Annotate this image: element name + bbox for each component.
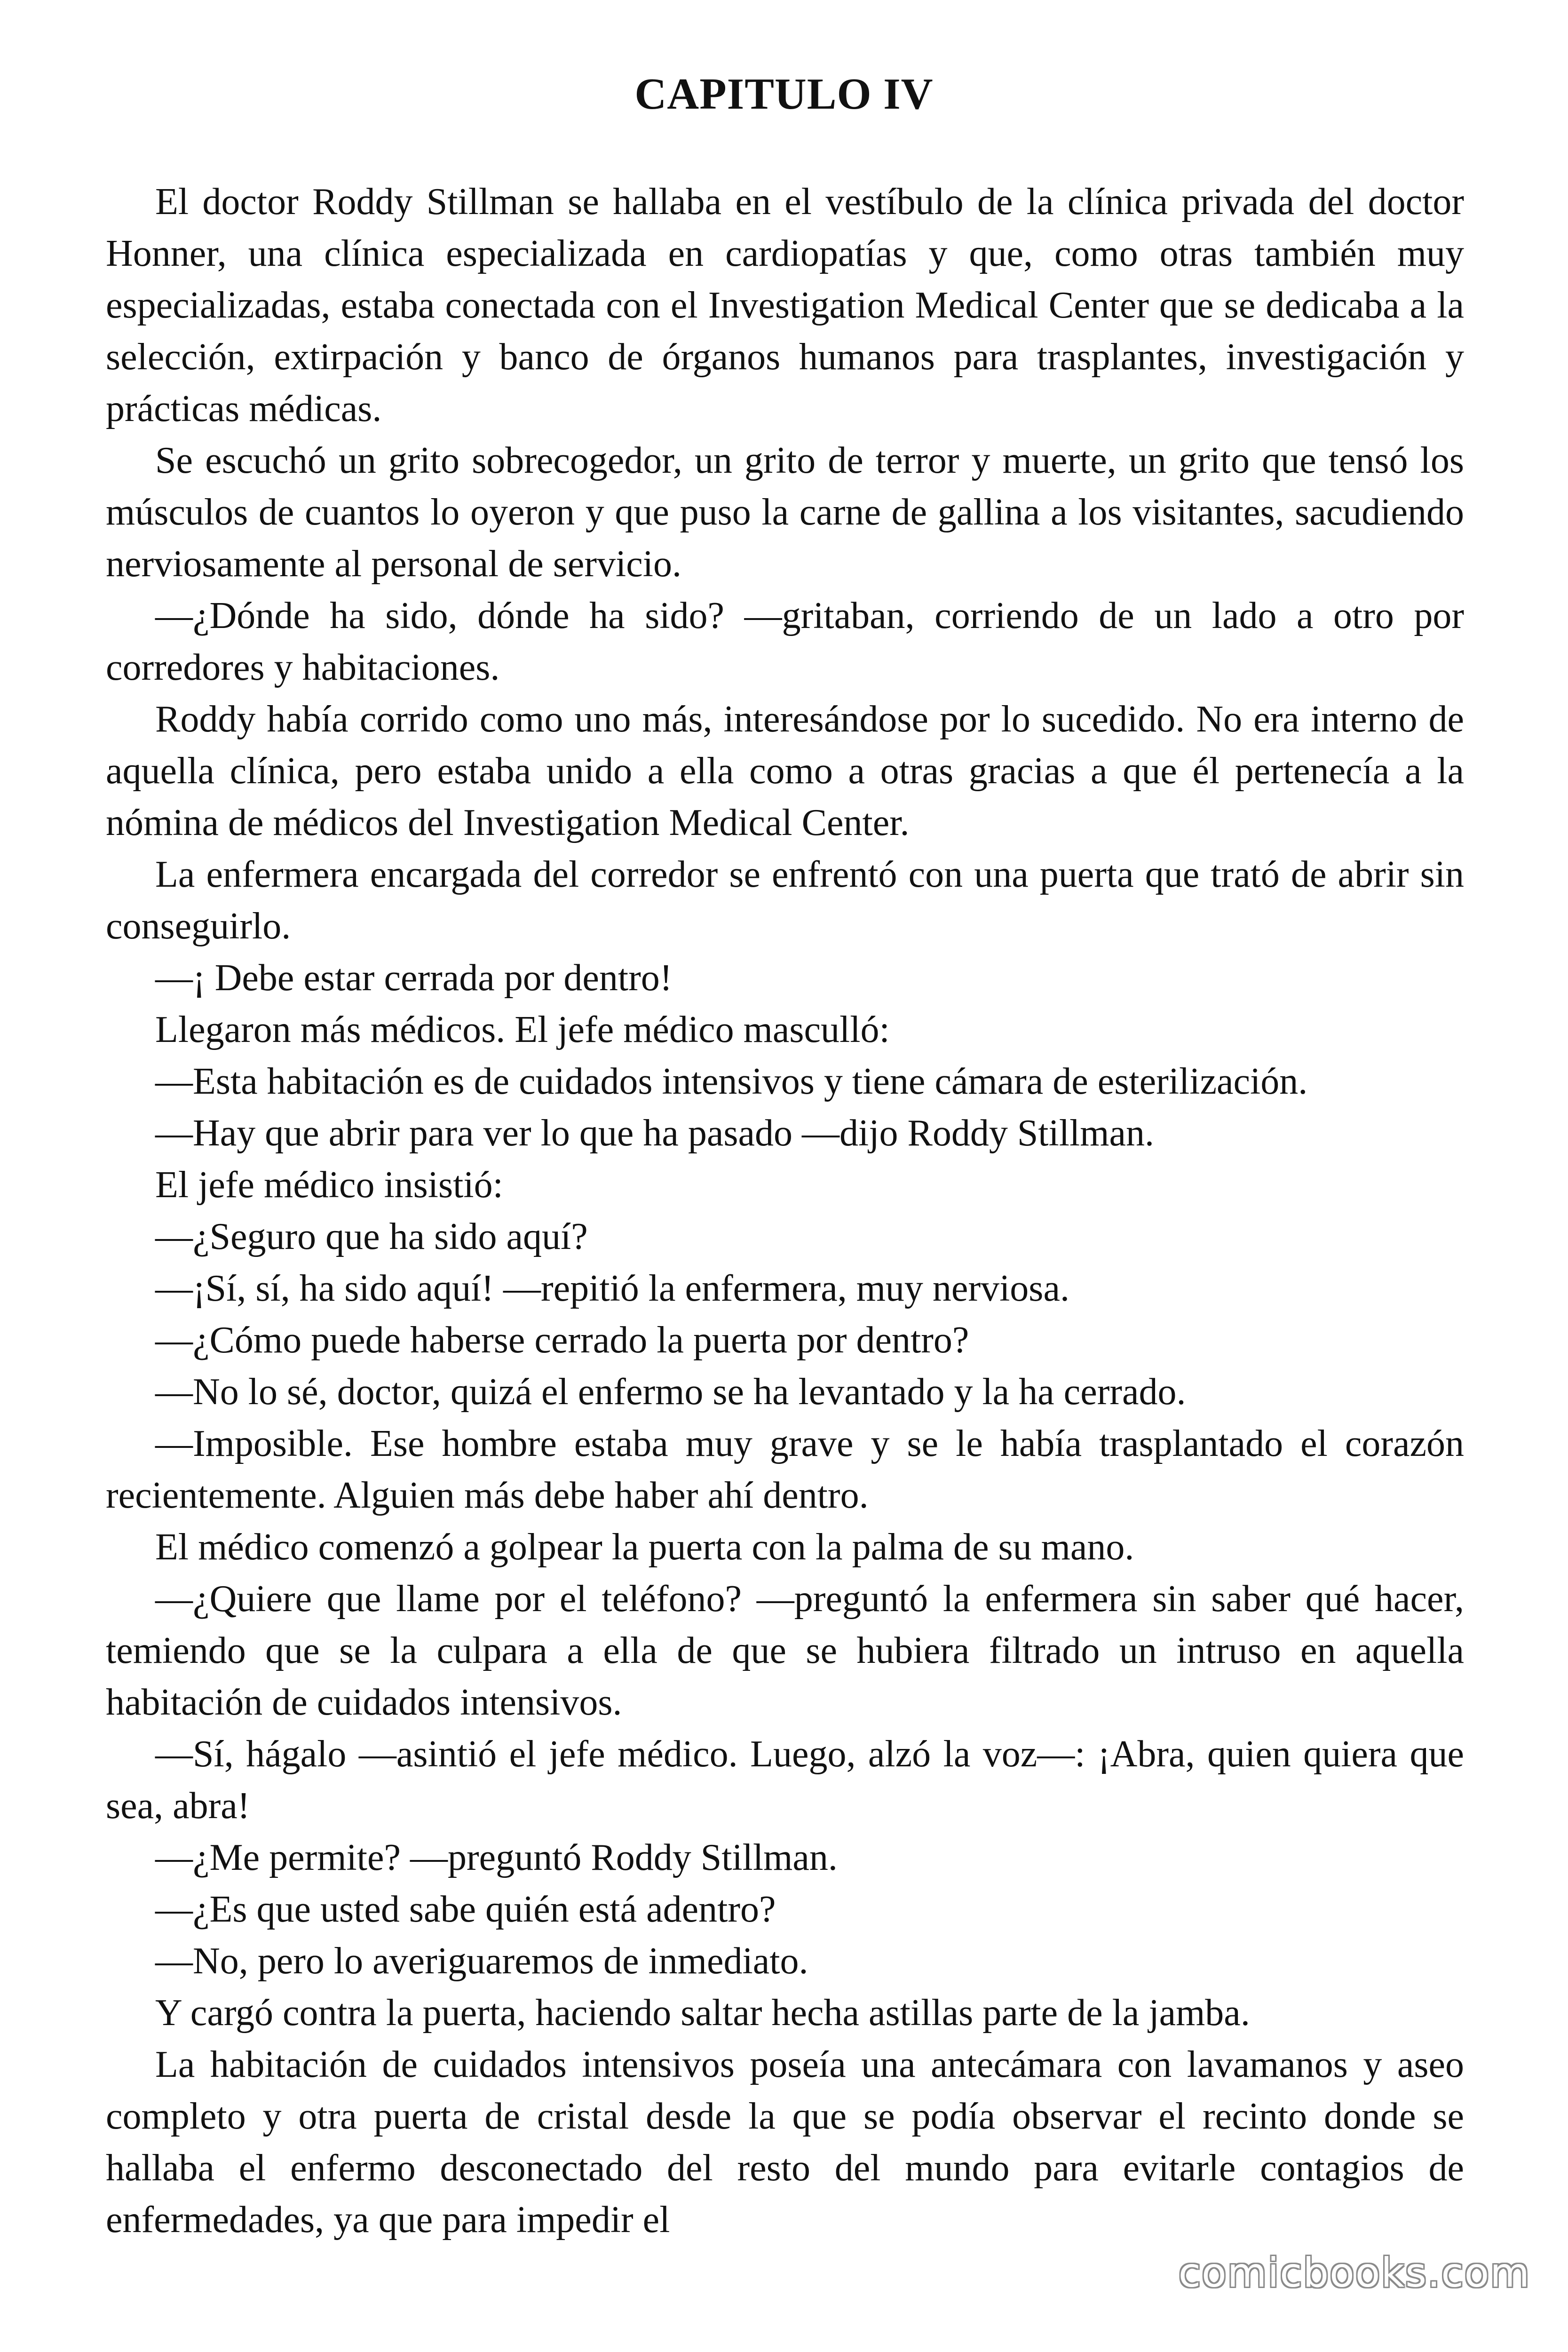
paragraph: Roddy había corrido como uno más, interesándose por lo sucedido. No era interno de aquella clínica, pero estaba unido a ella como a otras gracias a que él pertenecía a la nómina de médicos del Investigation Medical Center. — [106, 699, 1464, 843]
chapter-body — [106, 176, 1464, 2246]
paragraph: —Sí, hágalo —asintió el jefe médico. Luego, alzó la voz—: ¡Abra, quien quiera que sea, abra! — [106, 1733, 1464, 1827]
paragraph: Se escuchó un grito sobrecogedor, un grito de terror y muerte, un grito que tensó los músculos de cuantos lo oyeron y que puso la carne de gallina a los visitantes, sacudiendo nerviosamente al personal de servicio. — [106, 440, 1464, 585]
chapter-title: CAPITULO IV — [634, 70, 934, 119]
paragraph: —No lo sé, doctor, quizá el enfermo se ha levantado y la ha cerrado. — [155, 1371, 1186, 1413]
paragraph: La habitación de cuidados intensivos poseía una antecámara con lavamanos y aseo completo y otra puerta de cristal desde la que se podía observar el recinto donde se hallaba el enfermo desconectado del resto del mundo para evitarle contagios de enfermedades, ya que para impedir el — [106, 2044, 1464, 2241]
paragraph: —Hay que abrir para ver lo que ha pasado —dijo Roddy Stillman. — [155, 1112, 1154, 1154]
paragraph: —¿Cómo puede haberse cerrado la puerta por dentro? — [155, 1319, 969, 1361]
paragraph: Y cargó contra la puerta, haciendo saltar hecha astillas parte de la jamba. — [155, 1992, 1250, 2034]
paragraph: —¿Seguro que ha sido aquí? — [155, 1216, 588, 1257]
paragraph: El médico comenzó a golpear la puerta con la palma de su mano. — [155, 1526, 1134, 1568]
paragraph: La enfermera encargada del corredor se enfrentó con una puerta que trató de abrir sin conseguirlo. — [106, 854, 1464, 947]
paragraph: Llegaron más médicos. El jefe médico masculló: — [155, 1009, 890, 1050]
paragraph: El doctor Roddy Stillman se hallaba en el vestíbulo de la clínica privada del doctor Honner, una clínica especializada en cardiopatías y que, como otras también muy especializadas, estaba conectada con el Investigation Medical Center que se dedicaba a la selección, extirpación y banco de órganos humanos para trasplantes, investigación y prácticas médicas. — [106, 181, 1464, 429]
paragraph: El jefe médico insistió: — [155, 1164, 503, 1206]
paragraph: —No, pero lo averiguaremos de inmediato. — [155, 1940, 808, 1982]
paragraph: —¿Me permite? —preguntó Roddy Stillman. — [155, 1837, 838, 1878]
paragraph: —¿Quiere que llame por el teléfono? —preguntó la enfermera sin saber qué hacer, temiendo que se la culpara a ella de que se hubiera filtrado un intruso en aquella habitación de cuidados intensivos. — [106, 1578, 1464, 1723]
site-watermark: comicbooks.com — [1178, 2249, 1530, 2296]
paragraph: —¿Dónde ha sido, dónde ha sido? —gritaban, corriendo de un lado a otro por corredores y habitaciones. — [106, 595, 1464, 688]
paragraph: —¿Es que usted sabe quién está adentro? — [155, 1889, 776, 1930]
paragraph: —¡Sí, sí, ha sido aquí! —repitió la enfermera, muy nerviosa. — [155, 1268, 1069, 1309]
paragraph: —Esta habitación es de cuidados intensivos y tiene cámara de esterilización. — [155, 1061, 1308, 1102]
paragraph: —¡ Debe estar cerrada por dentro! — [155, 957, 673, 999]
paragraph: —Imposible. Ese hombre estaba muy grave y se le había trasplantado el corazón recientemente. Alguien más debe haber ahí dentro. — [106, 1423, 1464, 1516]
